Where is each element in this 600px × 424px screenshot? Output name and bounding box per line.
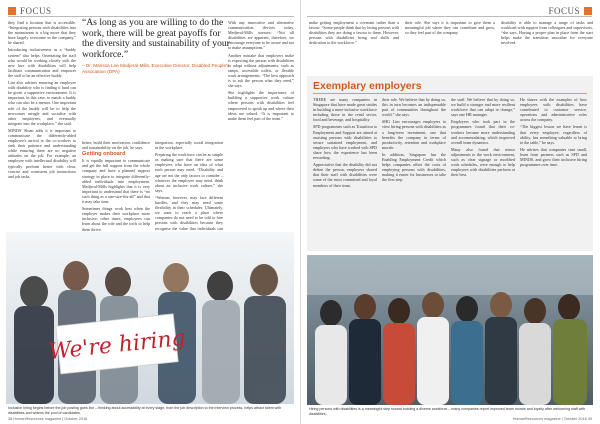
section-square-icon [584, 7, 592, 15]
box-column-4 [520, 97, 587, 247]
team-photo [307, 255, 593, 405]
hiring-photo-illustration [6, 232, 294, 404]
paragraph: “The biggest lesson we have learnt is that every employee, regardless of ability, has something valuable to bring to the table,” he says. [520, 124, 587, 145]
box-column-2 [382, 97, 446, 247]
paragraph: Employers who took part in the programmes found that their co-workers became more understanding and accommodating, which improved overall team dynamics. [451, 119, 515, 145]
paragraph: their role. We believe that by doing so, this in turn becomes an indispensable part of communities throughout the world,” she says. [382, 97, 446, 118]
paragraph: With any innovative and alternative communication devices today, Medjeral-Mills stresses: “Not all disabilities are apparent, therefore, we encourage everyone to be aware and not to make assumptions.” [228, 20, 294, 51]
paragraph: THERE are many companies in Singapore that have made great strides in building a more inclusive workforce including those in the retail sector, food and beverage, and hospitality. [313, 97, 377, 123]
team-photo-illustration [307, 255, 593, 405]
pull-quote-text: “As long as you are willing to do the work, there will be great payoffs for the diversity and sustainability of your workforce.” [82, 17, 230, 60]
paragraph: Appreciative that the disability did not define the person, employers shared that their staff with disabilities were some of the most committed and loyal members of their team. [313, 162, 377, 188]
photo-caption: Inclusive hiring begins before the job posting goes live – thinking about accessibility at every stage, from the job description to the interview process, helps attract talent with disabilities and widens the pool of candidates. [8, 406, 282, 415]
paragraph: integration, especially social integration in the workplace. [155, 140, 223, 151]
paragraph: disability is able to manage a range of tasks and workload with support from colleagues and supervisors, “she says. Having a proper plan in place from the start helps make the transition smoother for everyone involved. [501, 20, 593, 46]
paragraph: He shares with the examples of how employees with disabilities have contributed to customer service, operations and administrative roles across the company. [520, 97, 587, 123]
paragraph: It is equally important to communicate and get the full support from the whole company and have a planned support strategy in place to integrate differently-abled individuals into employment. Medjeral-Mills highlights that it is very important to understand that there is “no such thing as a one-size-fits-all” and that it may take time. [82, 158, 150, 205]
paragraph: She highlights the importance of building a supportive work culture where persons with disabilities feel empowered to speak up and where their ideas are valued. “It is important to make them feel part of the team.” [228, 90, 294, 121]
paragraph: MINDS' Shiau adds it is important to communicate the differently-abled employee's arrival to the co-workers to seek their patience and understanding while ensuring there are no negative attitudes on the job. For example, an employee with intellectual disability will typically perform better with clear, concise and consistent job instructions and job tasks. [8, 127, 76, 179]
pull-quote-attribution: – Dr. Marissa Lee Medjeral-Mills, Executive Director, Disabled People's Association (DPA) [82, 63, 230, 75]
right-page [300, 0, 600, 424]
page-footer: 38 HumanResources magazine | October 2016 [8, 417, 88, 421]
pull-quote [82, 18, 232, 75]
paragraph: Many also found that minor adjustments to the work environment, such as clear signage or modified work schedules, were enough to help employees with disabilities perform at their best. [451, 146, 515, 178]
article-column-1 [8, 20, 76, 228]
box-rule [313, 93, 587, 94]
paragraph: In addition, Singapore has the Enabling Employment Credit which helps companies offset the costs of employing persons with disabilities, making it easier for businesses to take the first step. [382, 151, 446, 183]
paragraph: SPD programmes such as Transition to Employment and Support are aimed at assisting persons with disabilities to secure sustained employment, and employers who have worked with SPD share how the experience has been rewarding. [313, 124, 378, 161]
article-column-b [405, 20, 495, 72]
section-label: FOCUS [548, 5, 580, 16]
page-footer: HumanResources magazine | October 2016 39 [512, 417, 592, 421]
sign-text: We're hiring [47, 325, 187, 366]
box-column-3 [451, 97, 515, 247]
section-square-icon [8, 7, 16, 15]
paragraph: He advises that companies start small, learn from partners such as SPD and MINDS, and grow their inclusive hiring programmes over time. [520, 146, 587, 168]
paragraph: Lim also advises ensuring an employee with disability who is finding it hard can be given a supportive environment. It is important, in this case, to match a buddy who can also be a mentor. One important role of the buddy will be to help the newcomer mingle and socialise with other employees, and eventually integrate into the workplace,” she said. [8, 80, 76, 126]
section-header [8, 5, 52, 16]
paragraph: the staff. We believe that by doing so, we build a stronger and more resilient workforce that can adapt to change,” says one HR manager. [451, 97, 515, 118]
header-rule [307, 16, 592, 17]
paragraph: make getting employment a covenant rather than a favour. “Some people think that by hiring persons with disabilities they are doing a favour to them. However, persons with disabilities bring real skills and dedication to the workforce.” [309, 20, 399, 46]
exemplary-employers-box [307, 76, 593, 251]
section-label: FOCUS [20, 5, 52, 16]
paragraph: better, build their motivation, confidence and sustainability on the job, he says. [82, 140, 150, 151]
paragraph: Preparing the workforce can be as simple as making sure that there are some employees who have an idea of what each person may need. “Disability and age are not the only factors to consider – whatever the employee may need, think about an inclusive work culture,” she says. [155, 152, 223, 193]
article-column-3 [155, 140, 223, 231]
photo-caption: Hiring persons with disabilities is a meaningful step toward building a diverse workforce – many companies report improved team morale and loyalty after welcoming staff with disabilities. [309, 407, 586, 416]
hiring-photo [6, 232, 294, 404]
paragraph: Sometimes things work best when the employer makes their workplace more inclusive; other times, employees can learn about the role and the tools to help them thrive. [82, 206, 150, 232]
paragraph: SHG Lim encourages employers to view hiring persons with disabilities as a long-term investment, one that benefits the company in terms of productivity, retention and workplace morale. [382, 119, 446, 150]
paragraph: their role. She says it is important to give them a meaningful job where they can contribute and grow, so they feel part of the company. [405, 20, 495, 36]
box-title: Exemplary employers [313, 80, 422, 92]
article-column-a [309, 20, 399, 72]
paragraph: “Women, however, may face different hurdles, and they may need some flexibility in their schedules. Ultimately, we want to reach a place where companies do not need to be told to hire persons with disabilities because they recognise the value that individuals can [155, 194, 223, 231]
paragraph: Introducing inclusiveness as a “buddy system” also helps. Orientating the staff who would be working closely with the new hire with disabilities will help facilitate communication and empower the staff to be an effective buddy. [8, 47, 76, 78]
article-column-2 [82, 140, 150, 232]
article-column-c [501, 20, 593, 72]
paragraph: they find a location that is accessible. “Integrating persons with disabilities into the mainstream is a big move that they have largely overcome in the company,” he shared. [8, 20, 76, 46]
paragraph: Another mistake that employers make is expecting the person with disabilities to adapt without adjustments, such as ramps, accessible toilets, or flexible work arrangements. “The best approach is to ask the person what they need,” she says. [228, 52, 294, 89]
box-column-1 [313, 97, 377, 247]
subheading: Getting onboard [82, 151, 126, 158]
section-header [548, 5, 592, 16]
article-column-4 [228, 20, 294, 228]
